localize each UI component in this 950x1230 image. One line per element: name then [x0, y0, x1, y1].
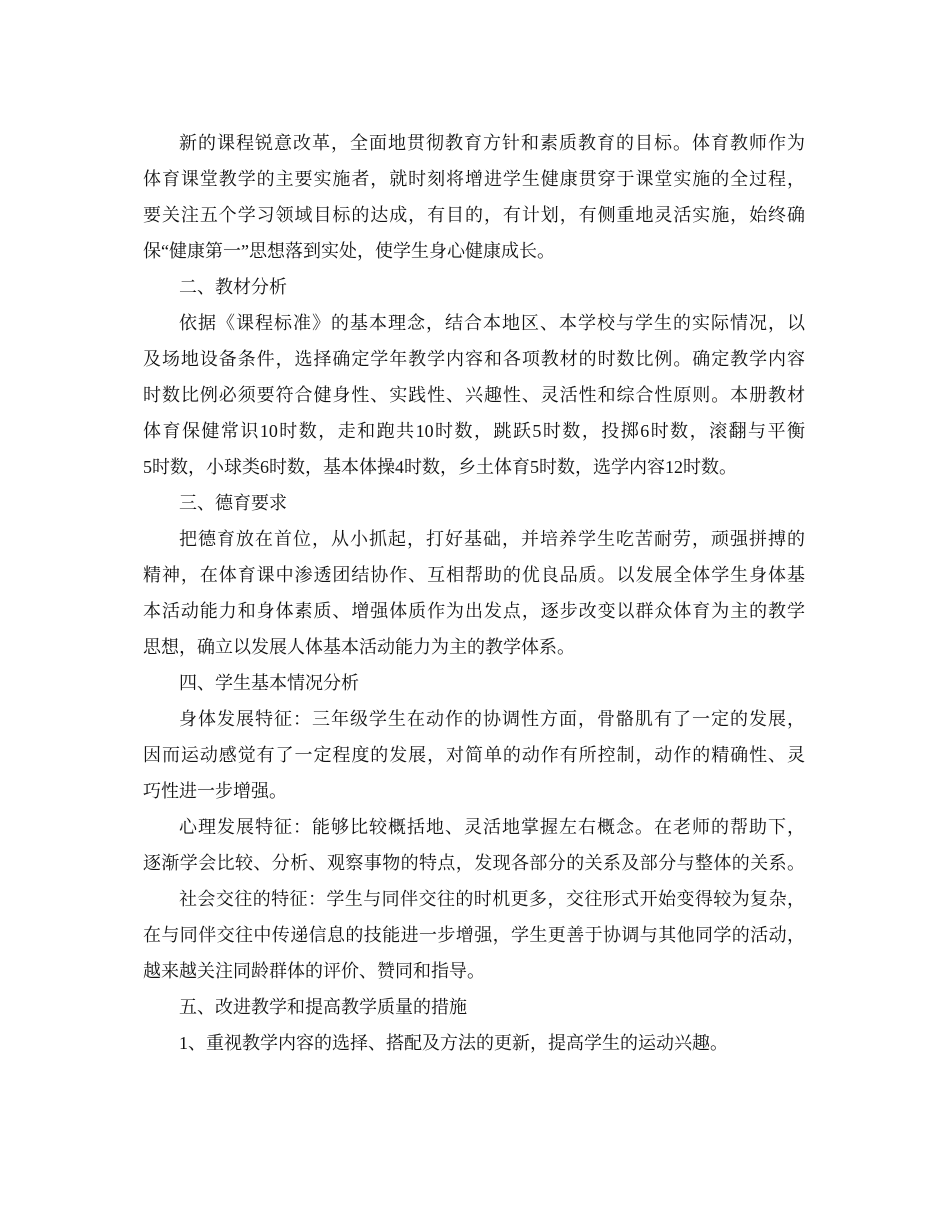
paragraph-psychological-development	[143, 809, 805, 881]
section-heading-student-analysis	[143, 665, 805, 701]
text-line: 5时数，小球类6时数，基本体操4时数，乡土体育5时数，选学内容12时数。	[143, 457, 737, 477]
text-line: 巧性进一步增强。	[143, 781, 287, 801]
text-line: 把德育放在首位，从小抓起，打好基础，并培养学生吃苦耐劳，顽强拼搏的	[179, 529, 805, 549]
document-body	[143, 125, 805, 1061]
text-line: 要关注五个学习领域目标的达成，有目的，有计划，有侧重地灵活实施，始终确	[143, 205, 805, 225]
section-heading-textbook-analysis	[143, 269, 805, 305]
text-line: 依据《课程标准》的基本理念，结合本地区、本学校与学生的实际情况，以	[179, 313, 805, 333]
section-heading: 四、学生基本情况分析	[179, 673, 359, 693]
paragraph-curriculum-intro	[143, 125, 805, 269]
text-line: 新的课程锐意改革，全面地贯彻教育方针和素质教育的目标。体育教师作为	[179, 133, 805, 153]
text-line: 精神，在体育课中渗透团结协作、互相帮助的优良品质。以发展全体学生身体基	[143, 565, 805, 585]
text-line: 越来越关注同龄群体的评价、赞同和指导。	[143, 961, 485, 981]
text-line: 本活动能力和身体素质、增强体质作为出发点，逐步改变以群众体育为主的教学	[143, 601, 805, 621]
paragraph-measure-1	[143, 1025, 805, 1061]
text-line: 思想，确立以发展人体基本活动能力为主的教学体系。	[143, 637, 575, 657]
section-heading: 二、教材分析	[179, 277, 287, 297]
paragraph-moral-education	[143, 521, 805, 665]
text-line: 及场地设备条件，选择确定学年教学内容和各项教材的时数比例。确定教学内容	[143, 349, 805, 369]
text-line: 逐渐学会比较、分析、观察事物的特点，发现各部分的关系及部分与整体的关系。	[143, 853, 805, 873]
text-line: 身体发展特征：三年级学生在动作的协调性方面，骨骼肌有了一定的发展，	[179, 709, 805, 729]
text-line: 时数比例必须要符合健身性、实践性、兴趣性、灵活性和综合性原则。本册教材	[143, 385, 805, 405]
text-line: 心理发展特征：能够比较概括地、灵活地掌握左右概念。在老师的帮助下，	[179, 817, 805, 837]
section-heading-teaching-measures	[143, 989, 805, 1025]
paragraph-social-interaction	[143, 881, 805, 989]
section-heading-moral-education	[143, 485, 805, 521]
text-line: 因而运动感觉有了一定程度的发展，对简单的动作有所控制，动作的精确性、灵	[143, 745, 805, 765]
text-line: 在与同伴交往中传递信息的技能进一步增强，学生更善于协调与其他同学的活动，	[143, 925, 805, 945]
text-line: 1、重视教学内容的选择、搭配及方法的更新，提高学生的运动兴趣。	[179, 1033, 728, 1053]
paragraph-textbook-analysis	[143, 305, 805, 485]
text-line: 保“健康第一”思想落到实处，使学生身心健康成长。	[143, 241, 555, 261]
section-heading: 三、德育要求	[179, 493, 287, 513]
text-line: 体育保健常识10时数，走和跑共10时数，跳跃5时数，投掷6时数，滚翻与平衡	[143, 421, 805, 441]
paragraph-physical-development	[143, 701, 805, 809]
section-heading: 五、改进教学和提高教学质量的措施	[179, 997, 467, 1017]
text-line: 社会交往的特征：学生与同伴交往的时机更多，交往形式开始变得较为复杂，	[179, 889, 805, 909]
text-line: 体育课堂教学的主要实施者，就时刻将增进学生健康贯穿于课堂实施的全过程，	[143, 169, 805, 189]
